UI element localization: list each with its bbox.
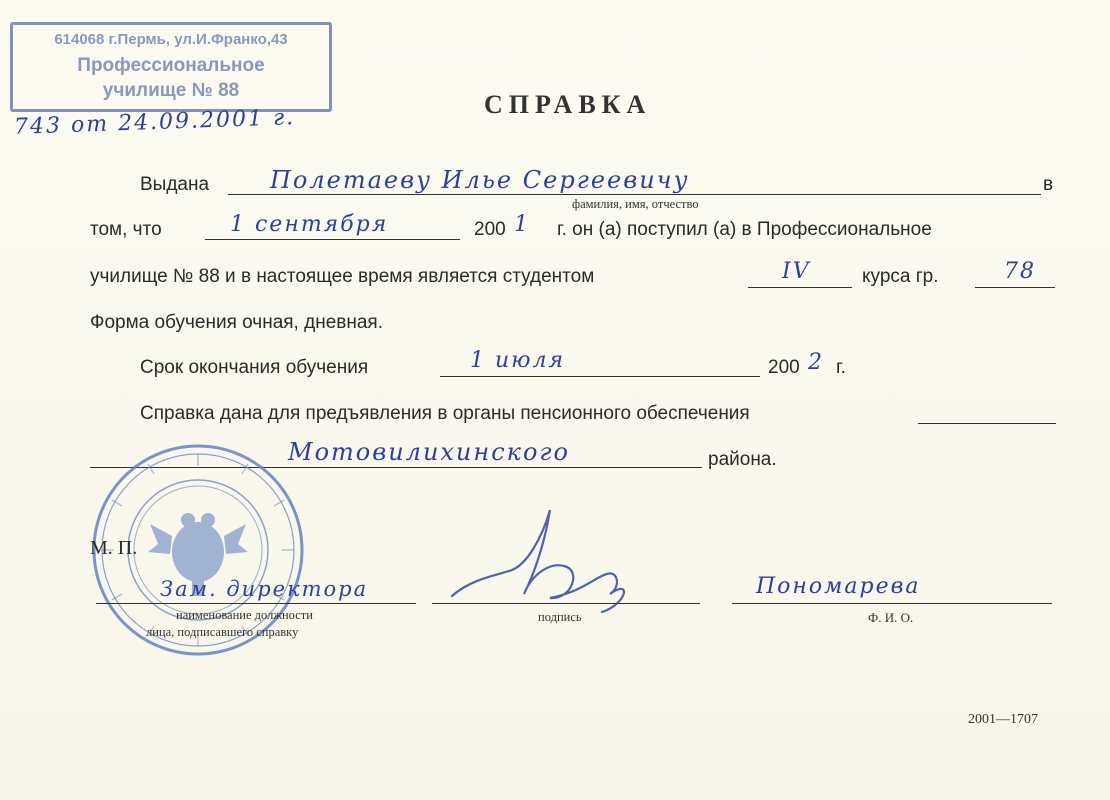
district-value: Мотовилихинского: [288, 438, 570, 466]
position-line: [96, 603, 416, 604]
fio-line: [732, 603, 1052, 604]
district-suffix: района.: [708, 449, 777, 470]
row2-prefix: том, что: [90, 219, 162, 240]
fio-value: Пономарева: [756, 574, 921, 599]
course-line: [748, 287, 852, 288]
end-year-prefix: 200: [768, 357, 800, 378]
signature-caption: подпись: [538, 610, 582, 624]
name-caption: фамилия, имя, отчество: [572, 197, 699, 211]
student-name: Полетаеву Илье Сергеевичу: [270, 166, 690, 194]
purpose-line: [918, 423, 1056, 424]
group-line: [975, 287, 1055, 288]
stamp-place-label: М. П.: [90, 537, 138, 559]
end-year-suffix: г.: [836, 357, 846, 378]
position-caption-1: наименование должности: [176, 608, 313, 622]
purpose-text: Справка дана для предъявления в органы пенсионного обеспечения: [140, 403, 750, 424]
study-form: Форма обучения очная, дневная.: [90, 312, 383, 333]
document-title: СПРАВКА: [484, 90, 652, 119]
position-caption-2: лица, подписавшего справку: [146, 625, 299, 639]
end-year-digit: 2: [808, 350, 824, 375]
handwritten-signature: [432, 508, 652, 618]
address-stamp: [10, 22, 332, 112]
form-code: 2001—1707: [968, 712, 1038, 727]
name-line: [228, 194, 1041, 195]
group-value: 78: [1004, 259, 1036, 284]
row3-text: училище № 88 и в настоящее время является студентом: [90, 266, 595, 287]
position-value: Зам. директора: [160, 577, 369, 601]
row1-suffix: в: [1043, 174, 1054, 195]
stamp-line-1: 614068 г.Пермь, ул.И.Франко,43: [54, 31, 288, 48]
enroll-date: 1 сентября: [230, 212, 389, 237]
course-label: курса гр.: [862, 266, 939, 287]
enroll-year-prefix: 200: [474, 219, 506, 240]
end-date: 1 июля: [470, 348, 566, 373]
end-date-label: Срок окончания обучения: [140, 357, 369, 378]
end-date-line: [440, 376, 760, 377]
fio-caption: Ф. И. О.: [868, 610, 914, 625]
stamp-line-3: училище № 88: [102, 80, 240, 101]
issued-to-label: Выдана: [140, 174, 210, 195]
registration-number: 743 от 24.09.2001 г.: [13, 105, 296, 140]
stamp-line-2: Профессиональное: [77, 55, 265, 76]
enroll-date-line: [205, 239, 460, 240]
enroll-year-digit: 1: [514, 212, 530, 237]
row2-rest: г. он (а) поступил (а) в Профессиональное: [557, 219, 932, 240]
course-value: IV: [782, 259, 811, 284]
